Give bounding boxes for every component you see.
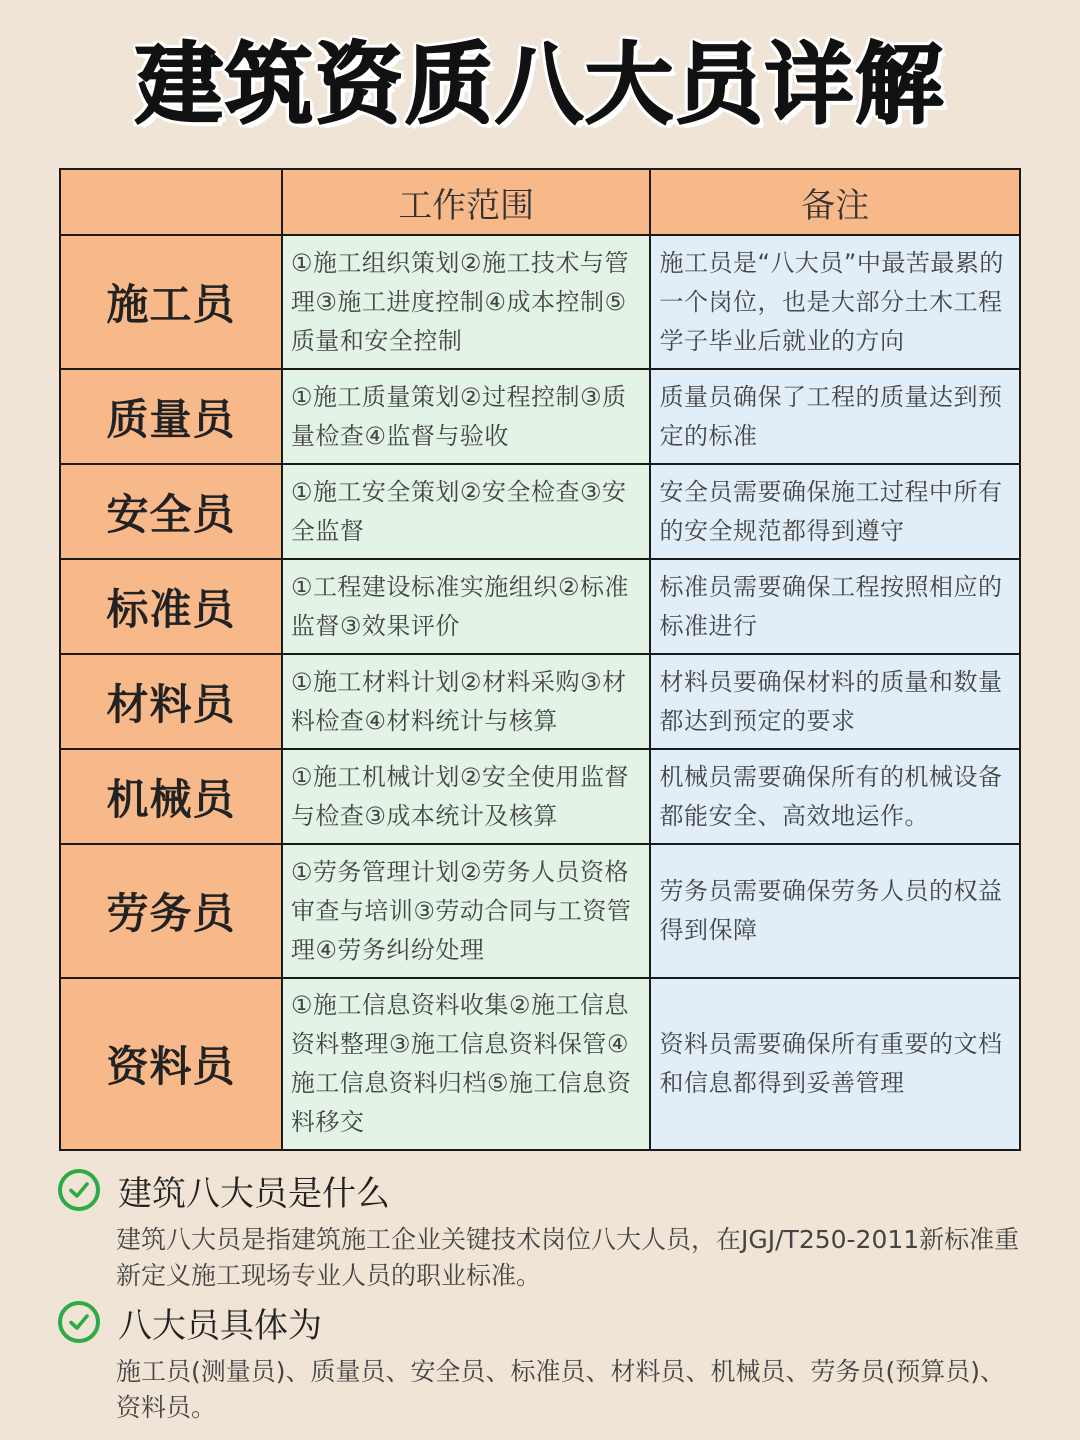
role-name: 标准员 [60,559,282,654]
role-scope: ①工程建设标准实施组织②标准监督③效果评价 [282,559,651,654]
role-name: 安全员 [60,464,282,559]
roles-table [59,168,1021,1151]
role-scope: ①施工材料计划②材料采购③材料检查④材料统计与核算 [282,654,651,749]
role-note: 资料员需要确保所有重要的文档和信息都得到妥善管理 [650,978,1020,1150]
table-row [60,559,1020,654]
section-what [58,1166,1020,1294]
check-circle-icon [58,1301,100,1343]
role-scope: ①施工机械计划②安全使用监督与检查③成本统计及核算 [282,749,651,844]
role-note: 材料员要确保材料的质量和数量都达到预定的要求 [650,654,1020,749]
role-name: 机械员 [60,749,282,844]
table-row [60,464,1020,559]
role-name: 资料员 [60,978,282,1150]
role-name: 材料员 [60,654,282,749]
role-name: 劳务员 [60,844,282,978]
role-note: 质量员确保了工程的质量达到预定的标准 [650,369,1020,464]
role-note: 机械员需要确保所有的机械设备都能安全、高效地运作。 [650,749,1020,844]
table-row [60,654,1020,749]
role-note: 安全员需要确保施工过程中所有的安全规范都得到遵守 [650,464,1020,559]
table-row [60,235,1020,369]
page-title: 建筑资质八大员详解 [134,33,945,136]
table-row [60,978,1020,1150]
section-title: 八大员具体为 [118,1305,322,1346]
table-row [60,844,1020,978]
section-list [58,1298,1020,1426]
check-circle-icon [58,1169,100,1211]
table-row [60,749,1020,844]
role-note: 施工员是“八大员”中最苦最累的一个岗位，也是大部分土木工程学子毕业后就业的方向 [650,235,1020,369]
section-body: 建筑八大员是指建筑施工企业关键技术岗位八大人员，在JGJ/T250-2011新标准重新定义施工现场专业人员的职业标准。 [116,1225,1020,1290]
role-name: 施工员 [60,235,282,369]
role-scope: ①劳务管理计划②劳务人员资格审查与培训③劳动合同与工资管理④劳务纠纷处理 [282,844,651,978]
header-note: 备注 [650,169,1020,235]
role-note: 标准员需要确保工程按照相应的标准进行 [650,559,1020,654]
table-header-row [60,169,1020,235]
table-row [60,369,1020,464]
header-scope: 工作范围 [282,169,651,235]
role-scope: ①施工安全策划②安全检查③安全监督 [282,464,651,559]
role-scope: ①施工组织策划②施工技术与管理③施工进度控制④成本控制⑤质量和安全控制 [282,235,651,369]
role-note: 劳务员需要确保劳务人员的权益得到保障 [650,844,1020,978]
role-name: 质量员 [60,369,282,464]
role-scope: ①施工质量策划②过程控制③质量检查④监督与验收 [282,369,651,464]
header-empty [60,169,282,235]
section-title: 建筑八大员是什么 [118,1173,390,1214]
role-scope: ①施工信息资料收集②施工信息资料整理③施工信息资料保管④施工信息资料归档⑤施工信息资料移交 [282,978,651,1150]
section-body: 施工员(测量员)、质量员、安全员、标准员、材料员、机械员、劳务员(预算员)、资料员。 [116,1357,1006,1422]
